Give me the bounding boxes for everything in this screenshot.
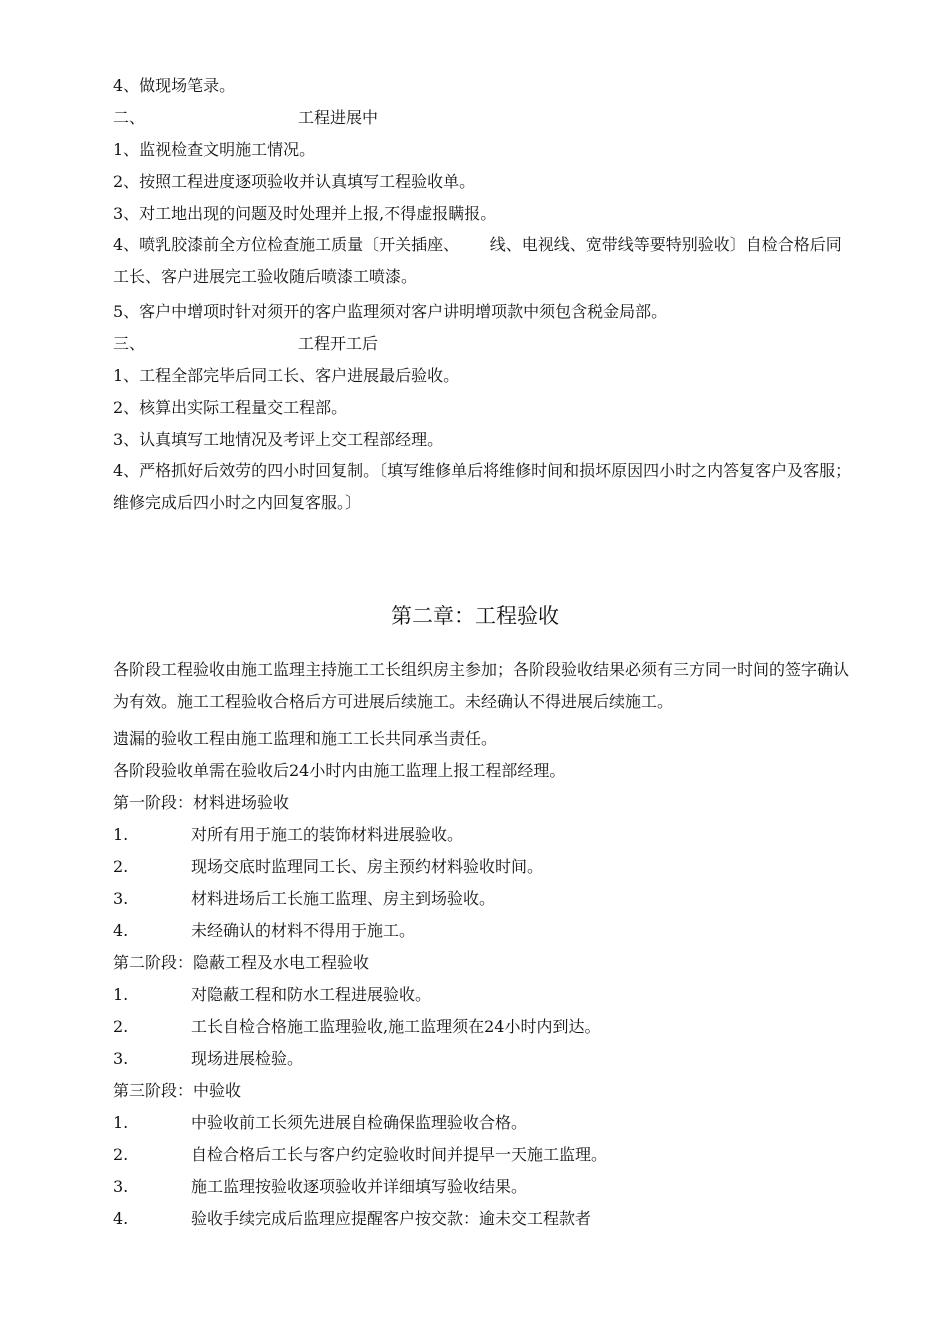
item-text: 中验收前工长须先进展自检确保监理验收合格。 (191, 1113, 528, 1132)
section-number: 二、 (113, 108, 146, 127)
item-text: 自检合格后工长与客户约定验收时间并提早一天施工监理。 (191, 1145, 608, 1164)
text-line: 3、对工地出现的问题及时处理并上报,不得虚报瞒报。 (113, 204, 497, 223)
item-text: 未经确认的材料不得用于施工。 (191, 921, 416, 940)
list-item (113, 921, 415, 941)
text-paragraph: 4、严格抓好后效劳的四小时回复制。〔填写维修单后将维修时间和损坏原因四小时之内答复客户及客服；维修完成后四小时之内回复客服。〕 (113, 461, 852, 512)
item-number: 2. (113, 1017, 129, 1036)
list-item (113, 1049, 303, 1069)
list-item (113, 857, 543, 877)
list-item (113, 889, 495, 909)
item-number: 1. (113, 1113, 129, 1132)
text-line: 1、监视检查文明施工情况。 (113, 140, 316, 159)
text-line: 遗漏的验收工程由施工监理和施工工长共同承当责任。 (113, 729, 498, 748)
section-heading-2 (113, 108, 378, 128)
text-line: 2、核算出实际工程量交工程部。 (113, 398, 348, 417)
chapter-title: 第二章：工程验收 (391, 604, 559, 628)
list-item (113, 825, 463, 845)
item-text: 施工监理按验收逐项验收并详细填写验收结果。 (191, 1177, 528, 1196)
list-item (113, 1145, 607, 1165)
text-line: 4、做现场笔录。 (113, 76, 236, 95)
section-title: 工程开工后 (298, 334, 379, 353)
item-text: 现场交底时监理同工长、房主预约材料验收时间。 (191, 857, 544, 876)
text-line: 2、按照工程进度逐项验收并认真填写工程验收单。 (113, 172, 476, 191)
text-line: 各阶段验收单需在验收后24小时内由施工监理上报工程部经理。 (113, 761, 566, 780)
item-number: 4. (113, 1209, 129, 1228)
stage-heading-3: 第三阶段：中验收 (113, 1081, 242, 1100)
list-item (113, 1113, 527, 1133)
list-item (113, 1017, 600, 1037)
text-paragraph: 各阶段工程验收由施工监理主持施工工长组织房主参加；各阶段验收结果必须有三方同一时间的签字确认为有效。施工工程验收合格后方可进展后续施工。未经确认不得进展后续施工。 (113, 660, 850, 711)
item-number: 3. (113, 1177, 129, 1196)
item-number: 2. (113, 1145, 129, 1164)
item-text: 材料进场后工长施工监理、房主到场验收。 (191, 889, 496, 908)
text-line: 1、工程全部完毕后同工长、客户进展最后验收。 (113, 366, 460, 385)
item-number: 2. (113, 857, 129, 876)
item-number: 4. (113, 921, 129, 940)
item-text: 现场进展检验。 (191, 1049, 304, 1068)
section-title: 工程进展中 (298, 108, 379, 127)
item-number: 1. (113, 985, 129, 1004)
text-paragraph: 4、喷乳胶漆前全方位检查施工质量〔开关插座、 线、电视线、宽带线等要特别验收〕自检合格后同工长、客户进展完工验收随后喷漆工喷漆。 (113, 235, 842, 286)
item-number: 1. (113, 825, 129, 844)
item-text: 对所有用于施工的装饰材料进展验收。 (191, 825, 464, 844)
section-number: 三、 (113, 334, 146, 353)
item-number: 3. (113, 889, 129, 908)
text-line: 5、客户中增项时针对须开的客户监理须对客户讲明增项款中须包含税金局部。 (113, 302, 668, 321)
list-item (113, 985, 431, 1005)
section-heading-3 (113, 334, 378, 354)
list-item (113, 1209, 591, 1229)
item-text: 对隐蔽工程和防水工程进展验收。 (191, 985, 432, 1004)
list-item (113, 1177, 527, 1197)
stage-heading-1: 第一阶段：材料进场验收 (113, 793, 290, 812)
stage-heading-2: 第二阶段：隐蔽工程及水电工程验收 (113, 953, 370, 972)
item-text: 工长自检合格施工监理验收,施工监理须在24小时内到达。 (191, 1017, 601, 1036)
item-text: 验收手续完成后监理应提醒客户按交款：逾未交工程款者 (191, 1209, 592, 1228)
item-number: 3. (113, 1049, 129, 1068)
text-line: 3、认真填写工地情况及考评上交工程部经理。 (113, 430, 444, 449)
